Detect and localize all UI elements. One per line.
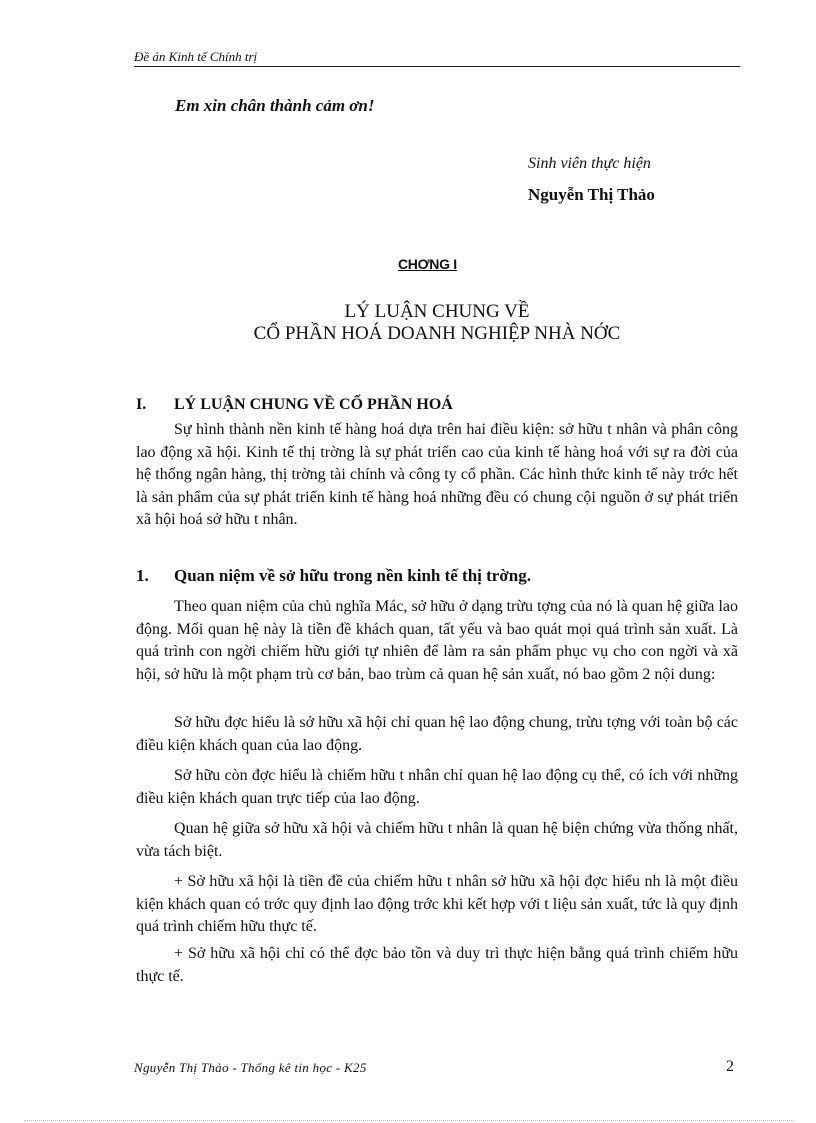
- signature-role: Sinh viên thực hiện: [528, 155, 651, 172]
- subsection-number: 1.: [136, 566, 149, 585]
- section-title: LÝ LUẬN CHUNG VỀ CỔ PHẦN HOÁ: [174, 396, 453, 413]
- page-number: 2: [726, 1058, 734, 1075]
- subsection-heading: [136, 566, 531, 586]
- running-header: Đề án Kinh tế Chính trị: [134, 48, 740, 67]
- signature-name: Nguyễn Thị Thảo: [528, 185, 655, 204]
- section-number: I.: [136, 396, 147, 413]
- section-heading: [136, 396, 453, 414]
- thanks-line: Em xin chân thành cảm ơn!: [175, 96, 375, 115]
- paragraph: Quan hệ giữa sở hữu xã hội và chiếm hữu t nhân là quan hệ biện chứng vừa thống nhất, vừa tách biệt.: [136, 820, 738, 860]
- running-footer: Nguyễn Thị Thảo - Thống kê tin học - K25: [134, 1060, 367, 1075]
- chapter-label: CHƠNG I: [398, 256, 457, 272]
- paragraph: Sở hữu đợc hiểu là sở hữu xã hội chỉ quan hệ lao động chung, trừu tợng với toàn bộ các điều kiện khách quan của lao động.: [136, 714, 738, 754]
- paragraph: Theo quan niệm của chủ nghĩa Mác, sở hữu ở dạng trừu tợng của nó là quan hệ giữa lao động. Mối quan hệ này là tiền đề khách quan, tất yếu và bao quát mọi quá trình sản xuất. Là quá trình con ngời chiếm hữu giới tự nhiên để làm ra sản phẩm phục vụ cho con ngời và xã hội, sở hữu là một phạm trù cơ bản, bao trùm cả quan hệ sản xuất, nó bao gồm 2 nội dung:: [136, 598, 738, 683]
- paragraph: + Sở hữu xã hội là tiền đề của chiếm hữu t nhân sở hữu xã hội đợc hiểu nh là một điều kiện khách quan có trớc quy định lao động trớc khi kết hợp với t liệu sản xuất, tức là quy định quá trình chiếm hữu thực tế.: [136, 873, 738, 936]
- paragraph: + Sở hữu xã hội chỉ có thể đợc bảo tồn và duy trì thực hiện bằng quá trình chiếm hữu thực tế.: [136, 945, 738, 985]
- chapter-title-line-2: CỔ PHẦN HOÁ DOANH NGHIỆP NHÀ NỚC: [253, 323, 621, 344]
- page-break-divider: [24, 1120, 794, 1121]
- chapter-title-line-1: LÝ LUẬN CHUNG VỀ: [344, 301, 530, 322]
- paragraph: Sở hữu còn đợc hiểu là chiếm hữu t nhân chỉ quan hệ lao động cụ thể, có ích với những điều kiện khách quan trực tiếp của lao động.: [136, 767, 738, 807]
- section-paragraph: Sự hình thành nền kinh tế hàng hoá dựa trên hai điều kiện: sở hữu t nhân và phân công lao động xã hội. Kinh tế thị trờng là sự phát triển cao của kinh tế hàng hoá với sự ra đời của hệ thống ngân hàng, thị trờng tài chính và công ty cổ phần. Các hình thức kinh tế này trớc hết là sản phẩm của sự phát triển kinh tế hàng hoá những đều có chung cội nguồn ở sự phát triển xã hội hoá sở hữu t nhân.: [136, 421, 738, 529]
- subsection-title: Quan niệm về sở hữu trong nền kinh tế thị trờng.: [174, 566, 531, 585]
